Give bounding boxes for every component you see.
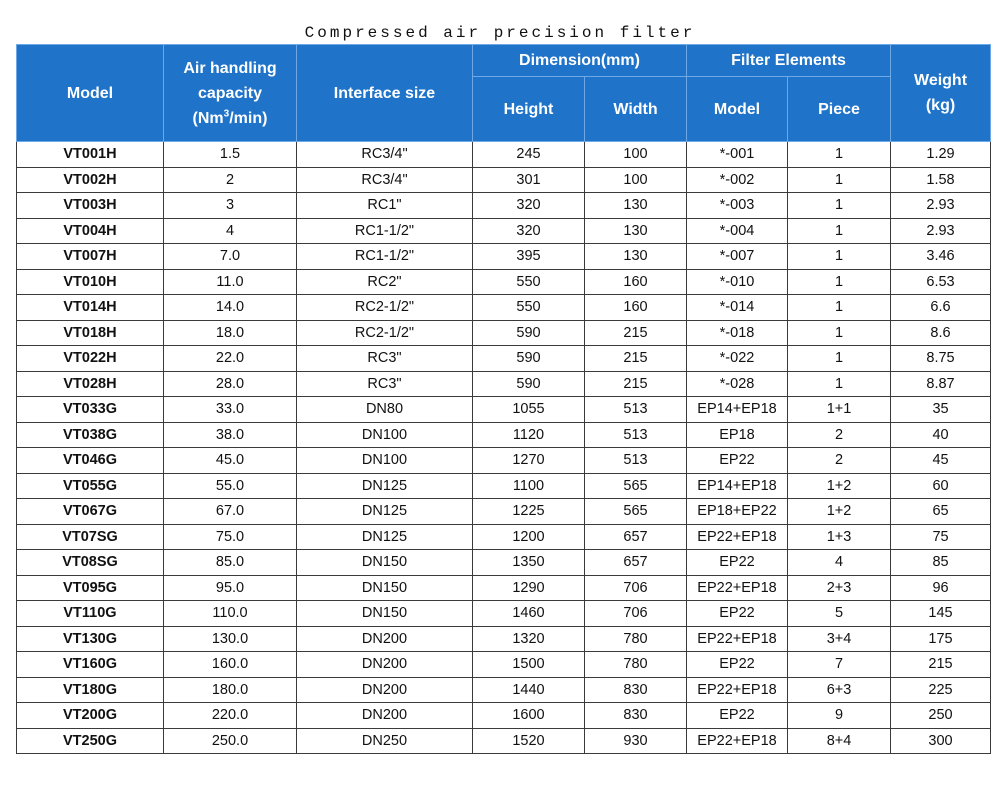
cell-weight: 2.93	[891, 218, 991, 244]
cell-weight: 60	[891, 473, 991, 499]
spec-table-container	[16, 44, 990, 754]
cell-weight: 85	[891, 550, 991, 576]
header-air-handling-capacity	[164, 45, 297, 142]
cell-height: 1600	[473, 703, 585, 729]
cell-width: 830	[585, 677, 687, 703]
cell-filter-model: EP22+EP18	[687, 626, 788, 652]
cell-piece: 1	[788, 371, 891, 397]
table-row	[17, 269, 991, 295]
cell-capacity: 11.0	[164, 269, 297, 295]
cell-capacity: 4	[164, 218, 297, 244]
cell-width: 930	[585, 728, 687, 754]
cell-height: 1500	[473, 652, 585, 678]
cell-height: 301	[473, 167, 585, 193]
cell-piece: 2	[788, 422, 891, 448]
cell-interface-size: RC1"	[297, 193, 473, 219]
cell-width: 513	[585, 422, 687, 448]
cell-piece: 1	[788, 167, 891, 193]
cell-weight: 35	[891, 397, 991, 423]
cell-height: 1225	[473, 499, 585, 525]
cell-weight: 1.29	[891, 142, 991, 168]
cell-model: VT004H	[17, 218, 164, 244]
cell-filter-model: EP22+EP18	[687, 728, 788, 754]
table-row	[17, 142, 991, 168]
header-air-handling-unit	[164, 106, 296, 131]
table-row	[17, 397, 991, 423]
cell-model: VT018H	[17, 320, 164, 346]
table-row	[17, 677, 991, 703]
table-row	[17, 244, 991, 270]
cell-height: 590	[473, 320, 585, 346]
cell-model: VT046G	[17, 448, 164, 474]
cell-piece: 1	[788, 269, 891, 295]
table-row	[17, 575, 991, 601]
cell-filter-model: EP14+EP18	[687, 397, 788, 423]
cell-piece: 8+4	[788, 728, 891, 754]
cell-width: 160	[585, 295, 687, 321]
cell-weight: 75	[891, 524, 991, 550]
table-row	[17, 371, 991, 397]
cell-height: 590	[473, 346, 585, 372]
header-model: Model	[17, 45, 164, 142]
cell-piece: 1+1	[788, 397, 891, 423]
cell-interface-size: DN150	[297, 601, 473, 627]
cell-capacity: 22.0	[164, 346, 297, 372]
cell-piece: 1+2	[788, 473, 891, 499]
cell-weight: 8.6	[891, 320, 991, 346]
cell-piece: 5	[788, 601, 891, 627]
header-weight-line2: (kg)	[925, 97, 956, 114]
header-weight	[891, 45, 991, 142]
table-row	[17, 524, 991, 550]
cell-model: VT022H	[17, 346, 164, 372]
cell-filter-model: *-007	[687, 244, 788, 270]
header-air-handling-line1: Air handling	[183, 59, 277, 77]
cell-height: 1270	[473, 448, 585, 474]
cell-piece: 1	[788, 193, 891, 219]
cell-capacity: 18.0	[164, 320, 297, 346]
spec-table	[16, 44, 991, 754]
table-row	[17, 499, 991, 525]
table-row	[17, 167, 991, 193]
cell-filter-model: EP22	[687, 601, 788, 627]
cell-width: 565	[585, 473, 687, 499]
table-row	[17, 295, 991, 321]
cell-capacity: 75.0	[164, 524, 297, 550]
cell-piece: 2+3	[788, 575, 891, 601]
cell-model: VT067G	[17, 499, 164, 525]
cell-width: 780	[585, 652, 687, 678]
cell-capacity: 28.0	[164, 371, 297, 397]
cell-model: VT07SG	[17, 524, 164, 550]
cell-width: 215	[585, 346, 687, 372]
header-width: Width	[585, 77, 687, 142]
cell-piece: 1+3	[788, 524, 891, 550]
cell-height: 1350	[473, 550, 585, 576]
table-row	[17, 346, 991, 372]
cell-interface-size: DN150	[297, 550, 473, 576]
cell-model: VT001H	[17, 142, 164, 168]
cell-capacity: 33.0	[164, 397, 297, 423]
cell-interface-size: DN200	[297, 677, 473, 703]
cell-filter-model: *-002	[687, 167, 788, 193]
cell-filter-model: EP22	[687, 550, 788, 576]
cell-height: 1200	[473, 524, 585, 550]
table-row	[17, 320, 991, 346]
cell-model: VT028H	[17, 371, 164, 397]
cell-height: 1100	[473, 473, 585, 499]
cell-weight: 175	[891, 626, 991, 652]
cell-height: 1520	[473, 728, 585, 754]
cell-model: VT200G	[17, 703, 164, 729]
cell-piece: 1	[788, 142, 891, 168]
cell-capacity: 85.0	[164, 550, 297, 576]
cell-height: 1120	[473, 422, 585, 448]
cell-piece: 1	[788, 295, 891, 321]
cell-piece: 1	[788, 244, 891, 270]
cell-width: 513	[585, 448, 687, 474]
cell-interface-size: DN100	[297, 448, 473, 474]
cell-filter-model: EP22+EP18	[687, 524, 788, 550]
cell-weight: 300	[891, 728, 991, 754]
cell-width: 215	[585, 320, 687, 346]
cell-capacity: 1.5	[164, 142, 297, 168]
cell-interface-size: DN200	[297, 703, 473, 729]
cell-interface-size: DN125	[297, 499, 473, 525]
cell-height: 1320	[473, 626, 585, 652]
table-row	[17, 703, 991, 729]
cell-width: 513	[585, 397, 687, 423]
header-filter-elements-group: Filter Elements	[687, 45, 891, 77]
cell-filter-model: EP22+EP18	[687, 677, 788, 703]
cell-width: 565	[585, 499, 687, 525]
cell-width: 780	[585, 626, 687, 652]
table-body	[17, 142, 991, 754]
cell-capacity: 110.0	[164, 601, 297, 627]
cell-weight: 145	[891, 601, 991, 627]
cell-width: 215	[585, 371, 687, 397]
cell-filter-model: *-003	[687, 193, 788, 219]
cell-filter-model: EP22	[687, 448, 788, 474]
cell-weight: 3.46	[891, 244, 991, 270]
cell-piece: 7	[788, 652, 891, 678]
cell-width: 100	[585, 167, 687, 193]
cell-height: 395	[473, 244, 585, 270]
cell-weight: 6.6	[891, 295, 991, 321]
cell-filter-model: EP18+EP22	[687, 499, 788, 525]
cell-filter-model: *-028	[687, 371, 788, 397]
cell-filter-model: EP22	[687, 703, 788, 729]
cell-interface-size: RC2"	[297, 269, 473, 295]
cell-interface-size: RC2-1/2"	[297, 295, 473, 321]
cell-model: VT055G	[17, 473, 164, 499]
table-row	[17, 601, 991, 627]
cell-interface-size: RC1-1/2"	[297, 218, 473, 244]
header-weight-line1: Weight	[914, 72, 968, 89]
cell-width: 130	[585, 193, 687, 219]
table-row	[17, 728, 991, 754]
cell-piece: 6+3	[788, 677, 891, 703]
cell-width: 706	[585, 601, 687, 627]
cell-filter-model: *-018	[687, 320, 788, 346]
cell-interface-size: RC3/4"	[297, 167, 473, 193]
table-row	[17, 473, 991, 499]
unit-superscript: 3	[223, 108, 230, 120]
cell-piece: 1+2	[788, 499, 891, 525]
cell-model: VT010H	[17, 269, 164, 295]
cell-model: VT014H	[17, 295, 164, 321]
cell-weight: 1.58	[891, 167, 991, 193]
cell-width: 657	[585, 524, 687, 550]
cell-filter-model: *-022	[687, 346, 788, 372]
cell-model: VT180G	[17, 677, 164, 703]
cell-model: VT095G	[17, 575, 164, 601]
cell-capacity: 220.0	[164, 703, 297, 729]
cell-height: 590	[473, 371, 585, 397]
cell-weight: 8.75	[891, 346, 991, 372]
header-fe-model: Model	[687, 77, 788, 142]
cell-piece: 1	[788, 346, 891, 372]
table-row	[17, 193, 991, 219]
cell-piece: 2	[788, 448, 891, 474]
unit-prefix: (Nm	[192, 109, 224, 127]
cell-weight: 96	[891, 575, 991, 601]
cell-interface-size: RC3"	[297, 371, 473, 397]
table-row	[17, 652, 991, 678]
cell-height: 1055	[473, 397, 585, 423]
cell-piece: 1	[788, 320, 891, 346]
cell-model: VT160G	[17, 652, 164, 678]
cell-piece: 1	[788, 218, 891, 244]
cell-capacity: 2	[164, 167, 297, 193]
cell-filter-model: *-014	[687, 295, 788, 321]
cell-height: 1460	[473, 601, 585, 627]
cell-capacity: 55.0	[164, 473, 297, 499]
cell-interface-size: DN80	[297, 397, 473, 423]
cell-weight: 40	[891, 422, 991, 448]
header-height: Height	[473, 77, 585, 142]
cell-model: VT250G	[17, 728, 164, 754]
cell-height: 1290	[473, 575, 585, 601]
cell-interface-size: RC3/4"	[297, 142, 473, 168]
cell-width: 706	[585, 575, 687, 601]
cell-capacity: 180.0	[164, 677, 297, 703]
cell-filter-model: EP22	[687, 652, 788, 678]
cell-model: VT002H	[17, 167, 164, 193]
cell-interface-size: DN200	[297, 652, 473, 678]
cell-capacity: 38.0	[164, 422, 297, 448]
header-air-handling-line2: capacity	[197, 84, 263, 102]
cell-model: VT003H	[17, 193, 164, 219]
cell-interface-size: RC2-1/2"	[297, 320, 473, 346]
cell-capacity: 45.0	[164, 448, 297, 474]
cell-interface-size: RC1-1/2"	[297, 244, 473, 270]
cell-capacity: 7.0	[164, 244, 297, 270]
cell-weight: 45	[891, 448, 991, 474]
cell-capacity: 3	[164, 193, 297, 219]
cell-interface-size: DN125	[297, 473, 473, 499]
cell-height: 550	[473, 269, 585, 295]
cell-interface-size: RC3"	[297, 346, 473, 372]
cell-model: VT110G	[17, 601, 164, 627]
cell-piece: 3+4	[788, 626, 891, 652]
cell-weight: 250	[891, 703, 991, 729]
cell-filter-model: EP22+EP18	[687, 575, 788, 601]
cell-piece: 9	[788, 703, 891, 729]
cell-capacity: 130.0	[164, 626, 297, 652]
cell-interface-size: DN250	[297, 728, 473, 754]
cell-capacity: 160.0	[164, 652, 297, 678]
cell-width: 130	[585, 218, 687, 244]
cell-weight: 2.93	[891, 193, 991, 219]
header-interface-size: Interface size	[297, 45, 473, 142]
cell-capacity: 250.0	[164, 728, 297, 754]
cell-filter-model: *-001	[687, 142, 788, 168]
cell-model: VT033G	[17, 397, 164, 423]
cell-model: VT038G	[17, 422, 164, 448]
cell-width: 657	[585, 550, 687, 576]
cell-height: 550	[473, 295, 585, 321]
cell-width: 160	[585, 269, 687, 295]
cell-filter-model: *-004	[687, 218, 788, 244]
cell-weight: 6.53	[891, 269, 991, 295]
cell-model: VT08SG	[17, 550, 164, 576]
cell-model: VT130G	[17, 626, 164, 652]
cell-interface-size: DN200	[297, 626, 473, 652]
table-header	[17, 45, 991, 142]
cell-weight: 215	[891, 652, 991, 678]
unit-suffix: /min)	[229, 109, 268, 127]
cell-capacity: 67.0	[164, 499, 297, 525]
header-dimension-group: Dimension(mm)	[473, 45, 687, 77]
cell-height: 320	[473, 218, 585, 244]
cell-height: 1440	[473, 677, 585, 703]
cell-filter-model: EP14+EP18	[687, 473, 788, 499]
cell-width: 830	[585, 703, 687, 729]
cell-height: 320	[473, 193, 585, 219]
table-row	[17, 626, 991, 652]
cell-filter-model: EP18	[687, 422, 788, 448]
table-row	[17, 422, 991, 448]
cell-weight: 225	[891, 677, 991, 703]
table-row	[17, 550, 991, 576]
table-row	[17, 218, 991, 244]
cell-interface-size: DN125	[297, 524, 473, 550]
cell-interface-size: DN100	[297, 422, 473, 448]
cell-piece: 4	[788, 550, 891, 576]
header-fe-piece: Piece	[788, 77, 891, 142]
cell-interface-size: DN150	[297, 575, 473, 601]
table-row	[17, 448, 991, 474]
cell-filter-model: *-010	[687, 269, 788, 295]
cell-width: 100	[585, 142, 687, 168]
cell-weight: 65	[891, 499, 991, 525]
cell-height: 245	[473, 142, 585, 168]
page-title: Compressed air precision filter	[304, 24, 696, 42]
cell-width: 130	[585, 244, 687, 270]
cell-weight: 8.87	[891, 371, 991, 397]
cell-model: VT007H	[17, 244, 164, 270]
cell-capacity: 95.0	[164, 575, 297, 601]
cell-capacity: 14.0	[164, 295, 297, 321]
